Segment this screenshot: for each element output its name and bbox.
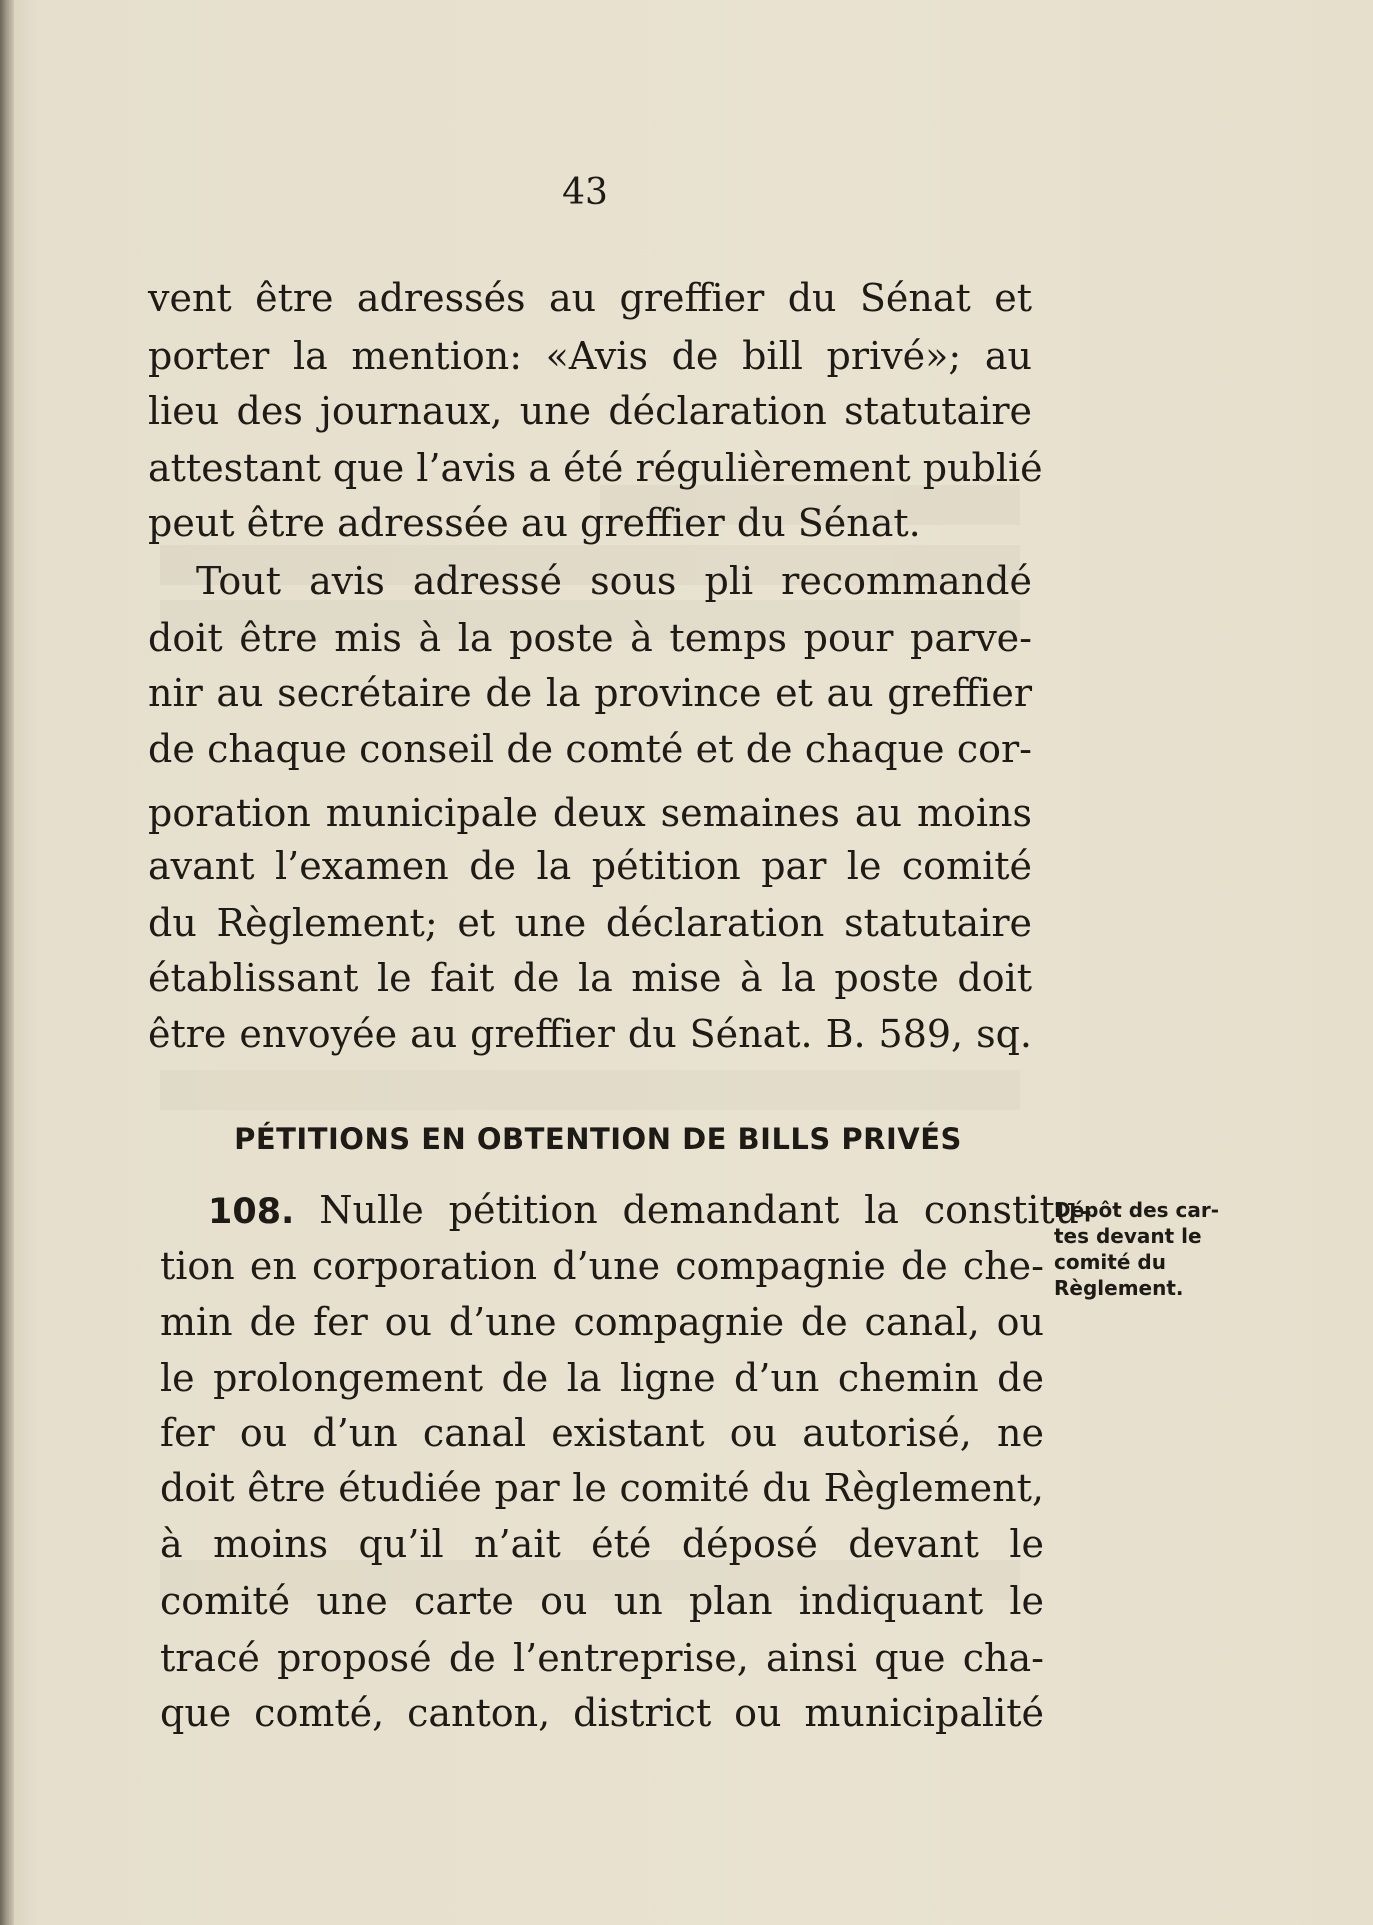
- text-line: peut être adressée au greffier du Sénat.: [148, 501, 921, 545]
- text-line: le prolongement de la ligne d’un chemin de: [160, 1356, 1044, 1400]
- text-line: tion en corporation d’une compagnie de che-: [160, 1244, 1044, 1288]
- text-line: que comté, canton, district ou municipalité: [160, 1691, 1044, 1735]
- text-line: vent être adressés au greffier du Sénat et: [148, 276, 1032, 320]
- text-line: à moins qu’il n’ait été déposé devant le: [160, 1522, 1044, 1566]
- section-heading: PÉTITIONS EN OBTENTION DE BILLS PRIVÉS: [234, 1122, 962, 1156]
- article-number: 108.: [208, 1192, 295, 1232]
- text-line: tracé proposé de l’entreprise, ainsi que cha-: [160, 1636, 1044, 1680]
- show-through-shadow: [160, 1070, 1020, 1110]
- text-line: du Règlement; et une déclaration statutaire: [148, 901, 1032, 945]
- text-line: doit être mis à la poste à temps pour parve-: [148, 616, 1032, 660]
- margin-note-line: Règlement.: [1054, 1276, 1184, 1300]
- binding-edge: [0, 0, 14, 1925]
- text-line: établissant le fait de la mise à la poste doit: [148, 956, 1032, 1000]
- margin-note-line: comité du: [1054, 1250, 1166, 1274]
- text-line: attestant que l’avis a été régulièrement publié: [148, 446, 1043, 490]
- margin-note-line: tes devant le: [1054, 1224, 1202, 1248]
- text-line: porter la mention: «Avis de bill privé»; au: [148, 334, 1032, 378]
- text-line: de chaque conseil de comté et de chaque cor-: [148, 727, 1032, 771]
- text-line: nir au secrétaire de la province et au greffier: [148, 671, 1032, 715]
- text-line: être envoyée au greffier du Sénat. B. 589, sq.: [148, 1012, 1032, 1056]
- margin-note: [1054, 1197, 1234, 1301]
- text-line: min de fer ou d’une compagnie de canal, ou: [160, 1300, 1044, 1344]
- margin-note-line: Dépôt des car-: [1054, 1198, 1220, 1222]
- text-line: lieu des journaux, une déclaration statutaire: [148, 389, 1032, 433]
- article-first-line-text: Nulle pétition demandant la constitu-: [319, 1188, 1092, 1232]
- text-line: poration municipale deux semaines au moins: [148, 791, 1032, 835]
- text-line: fer ou d’un canal existant ou autorisé, ne: [160, 1411, 1044, 1455]
- article-first-line: [160, 1184, 1092, 1236]
- text-line: Tout avis adressé sous pli recommandé: [196, 559, 1032, 603]
- text-line: doit être étudiée par le comité du Règlement,: [160, 1466, 1044, 1510]
- page-number: 43: [562, 172, 608, 213]
- text-line: avant l’examen de la pétition par le comité: [148, 844, 1032, 888]
- text-line: comité une carte ou un plan indiquant le: [160, 1579, 1044, 1623]
